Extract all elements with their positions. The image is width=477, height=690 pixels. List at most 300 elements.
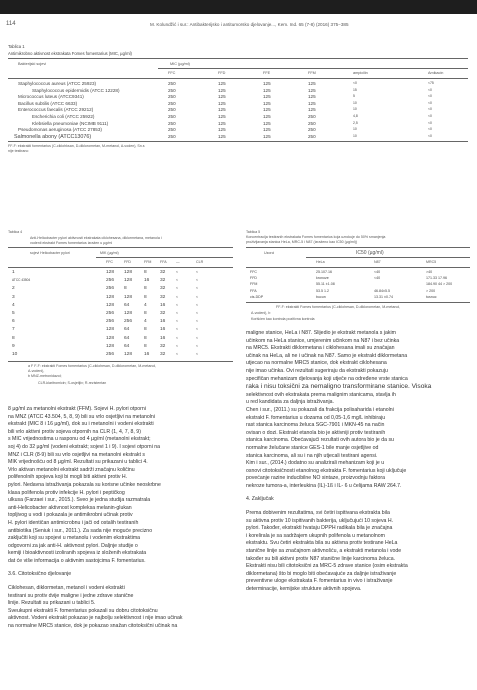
table-cell: 256 xyxy=(106,286,115,292)
body-text-line: raka i nisu toksični za nemaligno transformirane stanice. Visoka xyxy=(246,383,432,391)
body-text-line: topljivog u vodi i pokazala je antimikrobni učinak protiv xyxy=(8,512,133,519)
table-cell: < xyxy=(176,311,178,315)
table-cell: 128 xyxy=(106,302,115,308)
body-text-line: Sveukupni ekstrakti F. fomentarius pokazali su dobru citotoksičnu xyxy=(8,607,158,614)
table-cell: 9 xyxy=(12,343,15,349)
body-text-line: pylori. Nedavna istraživanja pokazala su korisne učinke neoskrbne xyxy=(8,481,161,488)
table-cell: bucun xyxy=(316,294,326,299)
table-cell: 8 xyxy=(144,335,147,341)
table-cell: 256 xyxy=(106,311,115,316)
table-cell: <0 xyxy=(428,127,432,132)
body-text-line: ovisan o dozi. Ekstrakt etanola bio je aktivniji protiv testiranih xyxy=(246,429,386,436)
table-1-col-species: Bakterijski sojevi xyxy=(18,62,47,66)
table-cell: Micrococcus luteus (ATCC9341) xyxy=(18,94,84,100)
table-row xyxy=(8,336,233,344)
table-cell: 16 xyxy=(160,302,166,308)
body-text-line: stanica karcinoma. Obećavajući rezultati ovih autora bio je da su xyxy=(246,437,394,444)
table-3-label: Tablica 5 xyxy=(246,230,261,234)
table-2-col-header: FFC xyxy=(106,260,113,264)
table-cell: 250 xyxy=(168,94,176,100)
table-cell: <0 xyxy=(428,107,432,112)
table-rule xyxy=(8,267,233,268)
table-rule xyxy=(246,247,470,248)
body-text-line: također su bili aktivni protiv N87 stanične linije karcinoma želuca. xyxy=(246,555,396,562)
right-text-column xyxy=(246,330,472,594)
body-text-line: soj 4) do 32 µg/ml (vodeni ekstrakt; sojevi 1 i 9). I sojevi otporni na xyxy=(8,443,161,450)
table-cell: Enterococcus faecalis (ATCC 29212) xyxy=(18,107,94,113)
table-cell: 250 xyxy=(168,120,176,126)
body-text-line: 8 µg/ml za metanolni ekstrakt (FFM). Sojevi H. pylori otporni xyxy=(8,406,146,412)
body-text-line: diklormetana) što bi moglo biti obećavajuće za daljnje istraživanje xyxy=(246,570,397,577)
table-3-col-extract: Uzorci xyxy=(264,251,275,255)
table-cell: 125 xyxy=(308,100,316,106)
table-cell: FFD xyxy=(250,276,257,281)
table-cell: 125 xyxy=(218,120,226,126)
table-row xyxy=(8,101,468,108)
body-text-line: anti-Helicobacter aktivnost kompleksa melanin-glukan xyxy=(8,504,132,511)
table-cell: 32 xyxy=(160,286,166,292)
table-cell: 32 xyxy=(160,311,166,316)
table-cell: 8 xyxy=(144,311,147,316)
table-cell: < xyxy=(176,270,178,274)
body-text-line: H. pylori identičan antimicrobnu i jači od ostalih testiranih xyxy=(8,519,139,526)
table-cell: <40 xyxy=(374,276,381,281)
table-row xyxy=(8,81,468,88)
table-cell: 250 xyxy=(168,87,176,93)
table-cell: 250 xyxy=(308,133,316,139)
table-cell: 125 xyxy=(308,87,316,93)
table-row xyxy=(246,270,470,276)
table-row xyxy=(8,352,233,360)
table-1-col-header: FFE xyxy=(263,71,271,75)
table-cell: > 200 xyxy=(426,288,436,293)
body-text-line: u red kandidata za daljnja istraživanja. xyxy=(246,399,334,406)
body-text-line: ekstrakt (MIC 8 i 16 µg/ml), dok su i metanolni i vodeni ekstrakti xyxy=(8,421,154,428)
table-cell: < xyxy=(176,294,178,299)
table-cell: 4 xyxy=(12,302,15,308)
table-cell: <0 xyxy=(353,81,357,85)
table-rule xyxy=(8,78,468,79)
body-text-line: Chen i sur., (2011.) su pokazali da frakcija polisaharida i etanolni xyxy=(246,406,394,413)
body-text-line: ekstraktu. Svu četiri ekstrakta bila su aktivna protiv testirane HeLa xyxy=(246,540,398,547)
body-text-line: rast stanica karcinoma želuca SGC-7901 i MKN-45 na način xyxy=(246,422,385,429)
table-cell: 128 xyxy=(124,352,133,357)
table-1-col-header: ampicilin xyxy=(353,71,368,75)
table-cell: <0 xyxy=(428,100,432,105)
table-row xyxy=(8,311,233,319)
top-bar xyxy=(0,0,477,14)
body-text-line: ulkusa (Farzaei i sur., 2015.). Sveo je jedna studija razmatrala xyxy=(8,497,151,504)
table-3-footnote: Korišćen kao kontrola pozitivna kontrola xyxy=(251,317,315,321)
table-cell: 10 xyxy=(353,100,357,105)
table-cell: 16 xyxy=(160,335,166,341)
table-row xyxy=(8,134,468,141)
table-cell: < xyxy=(176,286,178,291)
table-1-col-mic: MIC (µg/ml) xyxy=(170,62,190,66)
table-cell: 256 xyxy=(106,278,115,284)
body-text-line: testirani su protiv dvije maligne i jedne zdrave stanične xyxy=(8,592,134,599)
table-cell: < xyxy=(196,286,198,291)
table-cell: 125 xyxy=(263,120,271,126)
table-cell: 4 xyxy=(144,319,147,325)
table-cell: Escherichia coli (ATCC 25922) xyxy=(32,114,95,119)
table-cell: 171.33 17.96 xyxy=(426,276,447,281)
body-text-line: na MRC5. Ekstrakti diklormetana i ciklohesana imali su značajan xyxy=(246,345,395,352)
table-row xyxy=(8,88,468,95)
body-text-line: normalne želučane stanice GES-1 bile manje osjetljive od xyxy=(246,444,379,451)
table-cell: 3 xyxy=(12,294,15,300)
body-text-line: klasa polifenola protiv infekcije H. pylori i peptičkog xyxy=(8,489,125,496)
table-cell: 250 xyxy=(308,120,316,126)
table-cell: 7 xyxy=(12,327,15,333)
table-cell: < xyxy=(176,327,178,332)
table-cell: <40 xyxy=(374,270,381,274)
table-3-caption: Koncentracija testiranih ekstrakata Fomes fomentarius koja uzrokuje do 50% smanjenja xyxy=(246,235,386,239)
table-cell: 125 xyxy=(308,81,316,86)
table-cell: 8 xyxy=(144,286,147,292)
table-1-footnote: nije testirano xyxy=(8,149,29,153)
table-row xyxy=(8,121,468,128)
table-row xyxy=(8,114,468,121)
table-cell: 10 xyxy=(353,133,357,138)
table-3-col-ic50: IC50 (µg/ml) xyxy=(356,250,384,256)
body-text-line: antibiotika (Seniuk i sur., 2011.). Za sada nije moguće precizno xyxy=(8,527,153,534)
body-text-line: ekstrakt F. fomentarius u dozama od 0,05-1,6 mg/L inhibiraju xyxy=(246,414,386,421)
table-cell: 125 xyxy=(308,94,316,100)
table-cell: 5 xyxy=(12,311,15,316)
table-2-col-mic: MIK (µg/ml) xyxy=(100,251,119,255)
table-1-col-header: Amikacin xyxy=(428,71,444,75)
body-text-line: selektivnost ovih ekstrakata prema malignim stanicama, stavlja ih xyxy=(246,391,396,398)
table-cell: 250 xyxy=(168,114,176,119)
table-row xyxy=(8,303,233,311)
table-row xyxy=(8,319,233,327)
table-cell: < xyxy=(176,319,178,324)
table-cell: FFA xyxy=(250,288,257,293)
table-cell: 125 xyxy=(263,94,271,100)
body-text-line: MNZ i CLR (8-9) bili su vrlo osjetljivi na metanolni ekstrakt s xyxy=(8,451,145,458)
table-cell: 2 xyxy=(12,286,15,292)
table-cell: <0 xyxy=(428,133,432,138)
table-cell: < xyxy=(196,278,198,283)
body-text-line: na normalne MRC5 stanice, dok je pokazao snažan citotoksični učinak na xyxy=(8,623,178,630)
body-text-line: s MIC vrijednostima u rasponu od 4 µg/ml (metanolni ekstrakt; xyxy=(8,436,151,443)
table-cell: 8 xyxy=(124,286,127,292)
table-cell: 125 xyxy=(218,87,226,93)
table-cell: 8 xyxy=(12,335,15,341)
body-text-line: aktivnost. Vodeni ekstrakt pokazao je najbolju selektivnost i nije imao učinak xyxy=(8,615,183,622)
table-cell: 32 xyxy=(160,352,166,357)
table-1-col-header: FFM xyxy=(308,71,316,75)
section-title: 3.6. Citotoksično djelovanje xyxy=(8,571,72,578)
table-row xyxy=(246,276,470,282)
table-cell: 125 xyxy=(218,81,226,86)
table-rule xyxy=(8,247,233,248)
page-number: 114 xyxy=(6,21,16,27)
table-cell: 64 xyxy=(124,327,130,333)
table-2-caption: vodenii ekstrakt Fomes fomentarius izražen u µg/ml xyxy=(30,241,113,245)
body-text-line: pylori. Također, ekstrakti hvataju DPPH radikala bila je značajna xyxy=(246,525,393,532)
table-cell: <0 xyxy=(428,114,432,118)
table-row xyxy=(8,127,468,134)
table-cell: < xyxy=(176,352,178,356)
table-cell: 250 xyxy=(168,100,176,106)
table-rule xyxy=(246,267,470,268)
body-text-line: nekroze tumora-a, interleukina (IL)-1ß i IL- 6 u čelijama RAW 264.7. xyxy=(246,482,402,489)
table-cell: < xyxy=(196,335,198,340)
table-2-col-header: CLR xyxy=(196,260,204,264)
table-row xyxy=(8,327,233,335)
table-cell: 4 xyxy=(144,302,147,308)
table-cell: 125 xyxy=(263,114,271,119)
table-2-col-strain: sojevi Helicobacter pylori xyxy=(30,251,70,255)
table-3-footnote: A-vodeni), b xyxy=(251,311,271,315)
table-cell: FFC xyxy=(250,270,257,274)
table-rule xyxy=(8,361,233,362)
body-text-line: su aktivna protiv 10 ispitivanih bakterija, uključujući 10 sojeva H. xyxy=(246,517,394,524)
table-rule xyxy=(96,257,233,258)
table-cell: <0 xyxy=(428,120,432,125)
table-1-col-header: FFD xyxy=(218,71,226,75)
table-cell: 128 xyxy=(124,270,133,275)
table-cell: 256 xyxy=(106,319,115,325)
table-cell: 8 xyxy=(144,294,147,300)
body-text-line: odgovorni za jak anti-H. aktivnost pylori. Daljnje studije o xyxy=(8,542,138,549)
table-cell: Klebsiella pneumoniae (NCIMB 9111) xyxy=(32,120,109,126)
table-cell: 256 xyxy=(124,319,133,325)
table-cell: 32 xyxy=(160,270,166,275)
table-rule xyxy=(8,58,468,59)
body-text-line: utjecao na normalne MRC5 stanice, dok ekstrakt ciklohesana xyxy=(246,360,387,367)
table-cell: 125 xyxy=(263,87,271,93)
table-row xyxy=(246,295,470,301)
table-cell: Staphylococcus epidermidis (ATCC 12228) xyxy=(32,87,120,93)
table-cell: < xyxy=(176,302,178,307)
table-cell: 128 xyxy=(106,327,115,333)
table-cell: 55.11 ±1.08 xyxy=(316,282,335,287)
table-cell: 128 xyxy=(124,294,133,300)
table-cell: 4,8 xyxy=(353,114,358,118)
table-3-col-header: MRC5 xyxy=(426,260,437,264)
table-cell: < xyxy=(196,352,198,356)
table-cell: 15 xyxy=(353,87,357,92)
body-text-line: Ciklohesan, diklormetan, metanol i vodeni ekstrakti xyxy=(8,585,125,592)
body-text-line: kemiji i bioaktivnosti izoliranih spojeva iz složenih ekstrakata xyxy=(8,550,147,557)
table-cell: 64 xyxy=(124,335,130,341)
body-text-line: učinkom na HeLa stanice, umjerenim učinkom na N87 i bez učinka xyxy=(246,337,400,344)
table-cell: 125 xyxy=(218,100,226,106)
table-cell: FFM xyxy=(250,282,258,287)
table-cell: <0 xyxy=(428,94,432,99)
table-row xyxy=(8,107,468,114)
left-text-column xyxy=(8,406,233,631)
table-cell: >40 xyxy=(426,270,433,274)
table-cell: 125 xyxy=(218,114,226,119)
table-cell: 125 xyxy=(263,133,271,139)
body-text-line: bili vrlo aktivni protiv sojeva otpornih na CLR (1, 4, 7, 8, 9) xyxy=(8,428,141,435)
table-rule xyxy=(246,302,470,303)
table-cell: 32 xyxy=(160,294,166,300)
body-text-line: determinacije, kemijske strukture aktivnih spojeva. xyxy=(246,586,362,592)
table-1-caption: Antimikrobno aktivnost ekstrakata Fomes fomentarius (MIC, µg/ml) xyxy=(8,51,132,56)
table-2-footnote: A-vodeni), xyxy=(28,369,45,373)
table-cell: 128 xyxy=(124,311,133,316)
table-cell: 10 xyxy=(353,127,357,132)
table-cell: 125 xyxy=(263,100,271,106)
table-2-col-header: — xyxy=(176,260,180,264)
table-cell: < xyxy=(196,294,198,299)
table-cell: 125 xyxy=(218,107,226,113)
table-cell: 125 xyxy=(218,94,226,100)
table-cell: tusnuc xyxy=(426,294,437,299)
table-cell: Staphylococcus aureus (ATCC 25923) xyxy=(18,81,97,86)
table-cell: 16 xyxy=(160,319,166,325)
table-row xyxy=(8,94,468,101)
table-cell: 250 xyxy=(168,133,176,139)
table-cell: < xyxy=(196,319,198,324)
table-row xyxy=(246,289,470,295)
table-3-footnote: FF-F: ekstrakti Fomes fomentarius (C-ciklohesan, D-diklorometan, M-metanol, xyxy=(276,305,401,309)
body-text-line: i korelirala je sa sadržajem ukupnih polifenola u metanolnom xyxy=(246,532,385,539)
table-cell: 2,5 xyxy=(353,120,358,125)
table-cell: < xyxy=(196,343,198,348)
body-text-line: dat će više informacija o aktivnim sastojcima F. fomentarius. xyxy=(8,557,146,564)
body-text-line: osnovi citotoksičnosti etanolnog ekstrakta F. fomentarius koji uključuje xyxy=(246,467,407,474)
body-text-line: Kim i sur., (2014.) dodatno su analizirali mehanizam koji je u xyxy=(246,460,385,467)
table-cell: 32 xyxy=(160,278,166,284)
body-text-line: zaključiti koji su spojevi u metanolu i vodenim ekstraktima xyxy=(8,535,141,542)
table-cell: 128 xyxy=(106,294,115,300)
table-cell: Salmonella abony (ATCC13076) xyxy=(14,133,92,140)
table-row xyxy=(8,295,233,303)
table-1-col-header: FFC xyxy=(168,71,176,75)
table-cell: 128 xyxy=(124,278,133,284)
body-text-line: povećanje razine inducibilne NO sintaze, proizvodnju faktora xyxy=(246,475,385,482)
table-cell: 32 xyxy=(160,343,166,349)
body-text-line: stanične linije sa značajnom aktivnošću, a ekstrakti metanola i vode xyxy=(246,548,402,555)
table-cell: 5 xyxy=(353,94,355,99)
body-text-line: polifenolnih spojeva koji bi mogli biti aktivni protiv H. xyxy=(8,474,128,481)
body-text-line: nije imao učinka. Ovi rezultati sugeriraju da ekstrakti pokazuju xyxy=(246,367,388,374)
table-cell: Bacillus subtilis (ATCC 6633) xyxy=(18,100,78,106)
table-row xyxy=(8,278,233,286)
table-3-col-header: HeLa xyxy=(316,260,325,264)
table-cell: 8 xyxy=(144,327,147,333)
table-cell: 16 xyxy=(160,327,166,333)
table-cell: 46.84±5.5 xyxy=(374,288,390,293)
table-cell: ATCC 43504 xyxy=(12,278,31,283)
table-cell: 125 xyxy=(218,127,226,133)
table-cell: < xyxy=(196,270,198,274)
table-cell: 250 xyxy=(308,114,316,119)
body-text-line: MIK vrijednošću od 8 µg/ml. Rezultati su prikazani u tablici 4. xyxy=(8,459,148,466)
table-cell: 8 xyxy=(144,270,147,275)
table-2-footnote: a F F-F: ekstrakti Fomes fomentarius (C-ciklohesan, D-diklorometan, M-metanol, xyxy=(28,364,157,368)
table-cell: 25.107.16 xyxy=(316,270,332,274)
table-cell: 125 xyxy=(263,81,271,86)
table-cell: 16 xyxy=(144,278,150,284)
body-text-line: učinak na HeLa, ali ne i učinak na N87. Samo je ekstrakt diklormetana xyxy=(246,352,408,359)
table-cell: 53.5 1.2 xyxy=(316,288,329,293)
table-cell: Pseudomonas aeruginosa (ATCC 27853) xyxy=(18,127,102,133)
table-cell: < xyxy=(196,327,198,332)
body-text-line: Vrlo aktivan metanolni ekstrakt sadrži značajnu količinu xyxy=(8,466,135,473)
table-2-caption: Anti-Helicobacter pylori aktivnosti ekstrakata ciklohesana, diklormetana, metanola i xyxy=(30,236,162,240)
table-cell: 1 xyxy=(12,270,15,275)
table-cell: < xyxy=(196,311,198,315)
table-cell: 250 xyxy=(168,81,176,86)
table-rule xyxy=(158,68,468,69)
table-3-col-header: N87 xyxy=(374,260,381,264)
table-cell: 125 xyxy=(308,107,316,113)
table-cell: 10 xyxy=(12,352,18,357)
body-text-line: specifičan mehanizam djelovanja koji utječe na određene vrste stanica xyxy=(246,375,408,382)
table-cell: < xyxy=(176,278,178,283)
table-cell: 250 xyxy=(308,127,316,133)
body-text-line: maligne stanice, HeLa i N87. Slijedio je ekstrakt metanola s jakim xyxy=(246,330,396,336)
table-1-footnote: FF-F: ekstrakti fomentarius (C-ciklohksan, D-diklorometan, M-metanol, A-voden), Sn.s xyxy=(8,144,145,148)
table-row xyxy=(8,344,233,352)
body-text-line: Prema dobivenim rezultatima, svi četiri ispitivana ekstrakta bila xyxy=(246,510,390,517)
table-cell: kronoze xyxy=(316,276,329,281)
table-cell: 10 xyxy=(353,107,357,112)
table-cell: 6 xyxy=(12,319,15,325)
table-row xyxy=(8,286,233,294)
table-2-col-header: FFM xyxy=(144,260,152,264)
table-cell: 125 xyxy=(218,133,226,139)
table-cell: <0 xyxy=(428,87,432,92)
table-cell: 64 xyxy=(124,343,130,349)
table-cell: 64 xyxy=(124,302,130,308)
table-row xyxy=(246,282,470,288)
table-cell: cis-DDP xyxy=(250,294,264,299)
body-text-line: Ekstrakti nisu bili citotoksični za MRC-5 zdrave stanice (osim ekstrakta xyxy=(246,563,408,570)
table-2-label: Tablica 4 xyxy=(8,230,23,234)
table-cell: 16 xyxy=(144,352,150,357)
table-rule xyxy=(306,257,470,258)
table-cell: 256 xyxy=(106,352,115,357)
table-cell: < xyxy=(176,335,178,340)
table-cell: 250 xyxy=(168,127,176,133)
table-cell: 125 xyxy=(263,127,271,133)
table-cell: 184.90 44 > 200 xyxy=(426,282,453,287)
body-text-line: stanica karcinoma, ali su i na njih utjecali testirani agensi. xyxy=(246,452,378,459)
table-2-col-header: FFA xyxy=(160,260,167,264)
table-3-caption: proživljavanja stanica HeLa, MRC-5 i N87 (izraženo kao IC50 (µg/ml)) xyxy=(246,240,358,244)
section-title: 4. Zaključak xyxy=(246,496,274,503)
body-text-line: linije. Rezultati su prikazani u tablici 5. xyxy=(8,600,96,607)
table-cell: 128 xyxy=(106,270,115,275)
table-cell: 128 xyxy=(106,335,115,341)
table-cell: < xyxy=(196,302,198,307)
table-cell: 8 xyxy=(144,343,147,349)
table-cell: <75 xyxy=(428,81,434,85)
table-cell: 128 xyxy=(106,343,115,349)
table-2-col-header: FFD xyxy=(124,260,131,264)
table-cell: 125 xyxy=(263,107,271,113)
table-cell: 250 xyxy=(168,107,176,113)
table-2-footnote: CLR-klaritromicin; S-osjetljiv; R-rezistentan xyxy=(38,381,107,385)
page-header xyxy=(0,20,477,30)
table-2-footnote: b MNZ-metronidazol; xyxy=(28,374,62,378)
table-row xyxy=(8,270,233,278)
running-head: M. Kolundžić i sur.: Antibakterijsko i antitumorsko djelovanje..., Kem. Ind. 65 (7-8) (2016) 375−385 xyxy=(150,22,349,27)
body-text-line: na MNZ (ATCC 43.504, 5, 8, 9) bili su vrlo osjetljivi na metanolni xyxy=(8,413,155,420)
body-text-line: preventivne uloge ekstrakata F. fomentarius in vivo i istraživanje xyxy=(246,578,393,585)
table-rule xyxy=(8,141,468,142)
table-cell: < xyxy=(176,343,178,348)
table-1-label: Tablica 1 xyxy=(8,44,25,49)
